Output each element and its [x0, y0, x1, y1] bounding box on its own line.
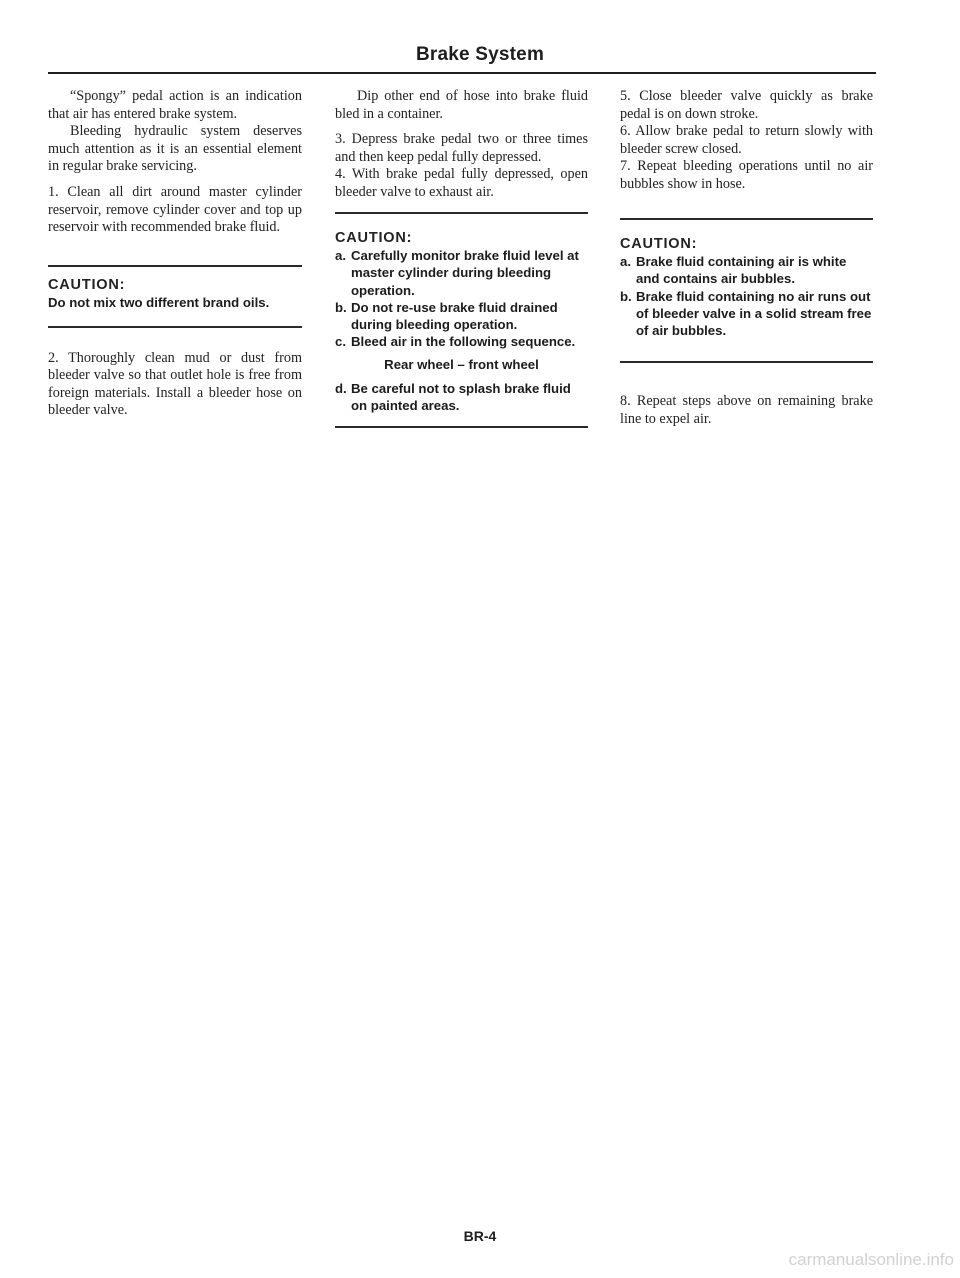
dip-hose-paragraph: Dip other end of hose into brake fluid bled in a container.: [335, 88, 588, 122]
watermark: carmanualsonline.info: [788, 1250, 954, 1269]
column-1: [48, 88, 302, 420]
caution-item-text: Brake fluid containing no air runs out of bleeder valve in a solid stream free of air bubbles.: [636, 288, 872, 338]
caution-top-rule: [335, 212, 588, 214]
page-title: Brake System: [415, 44, 545, 65]
step-4: 4. With brake pedal fully depressed, open bleeder valve to exhaust air.: [335, 166, 588, 200]
caution-bottom-rule: [335, 426, 588, 428]
column-2: [335, 88, 588, 428]
caution-title: CAUTION:: [48, 276, 126, 293]
caution-item-text: Brake fluid containing air is white and contains air bubbles.: [636, 254, 847, 287]
bleeding-sequence: Rear wheel – front wheel: [384, 357, 539, 373]
intro-paragraph: “Spongy” pedal action is an indication that air has entered brake system.: [48, 88, 302, 122]
caution-list: [335, 247, 588, 350]
caution-item-text: Be careful not to splash brake fluid on painted areas.: [351, 380, 571, 413]
caution-top-rule: [620, 218, 873, 220]
step-7: 7. Repeat bleeding operations until no air bubbles show in hose.: [620, 158, 873, 192]
step-2: 2. Thoroughly clean mud or dust from bleeder valve so that outlet hole is free from foreign materials. Install a bleeder hose on bleeder valve.: [48, 349, 302, 419]
caution-item: [620, 253, 873, 287]
caution-item-letter: d.: [335, 380, 347, 396]
caution-text: Do not mix two different brand oils.: [48, 295, 270, 311]
caution-item-letter: b.: [620, 288, 632, 304]
caution-title: CAUTION:: [335, 229, 413, 246]
step-1: 1. Clean all dirt around master cylinder reservoir, remove cylinder cover and top up reservoir with recommended brake fluid.: [48, 183, 302, 236]
header-rule: [48, 72, 876, 74]
caution-item-text: Do not re-use brake fluid drained during bleeding operation.: [351, 299, 558, 332]
caution-item: [335, 299, 588, 333]
caution-item: [335, 380, 588, 414]
caution-item-letter: c.: [335, 334, 346, 350]
step-8: 8. Repeat steps above on remaining brake line to expel air.: [620, 393, 873, 427]
bleeding-paragraph: Bleeding hydraulic system deserves much attention as it is an essential element in regular brake servicing.: [48, 123, 302, 175]
column-3: [620, 88, 873, 428]
caution-item-text: Bleed air in the following sequence.: [351, 334, 576, 350]
step-3: 3. Depress brake pedal two or three times and then keep pedal fully depressed.: [335, 131, 588, 165]
caution-list: [620, 253, 873, 339]
caution-bottom-rule: [48, 326, 302, 328]
caution-bottom-rule: [620, 361, 873, 363]
caution-item: [620, 288, 873, 340]
step-6: 6. Allow brake pedal to return slowly with bleeder screw closed.: [620, 123, 873, 157]
caution-item: [335, 247, 588, 299]
caution-item-letter: b.: [335, 299, 347, 315]
caution-list-continued: [335, 380, 588, 414]
caution-item-text: Carefully monitor brake fluid level at master cylinder during bleeding operation.: [351, 248, 579, 298]
caution-item-letter: a.: [620, 254, 631, 270]
caution-item-letter: a.: [335, 248, 346, 264]
caution-top-rule: [48, 265, 302, 267]
step-5: 5. Close bleeder valve quickly as brake pedal is on down stroke.: [620, 88, 873, 122]
page-number: BR-4: [463, 1228, 497, 1244]
caution-item: [335, 333, 588, 350]
caution-title: CAUTION:: [620, 235, 698, 252]
